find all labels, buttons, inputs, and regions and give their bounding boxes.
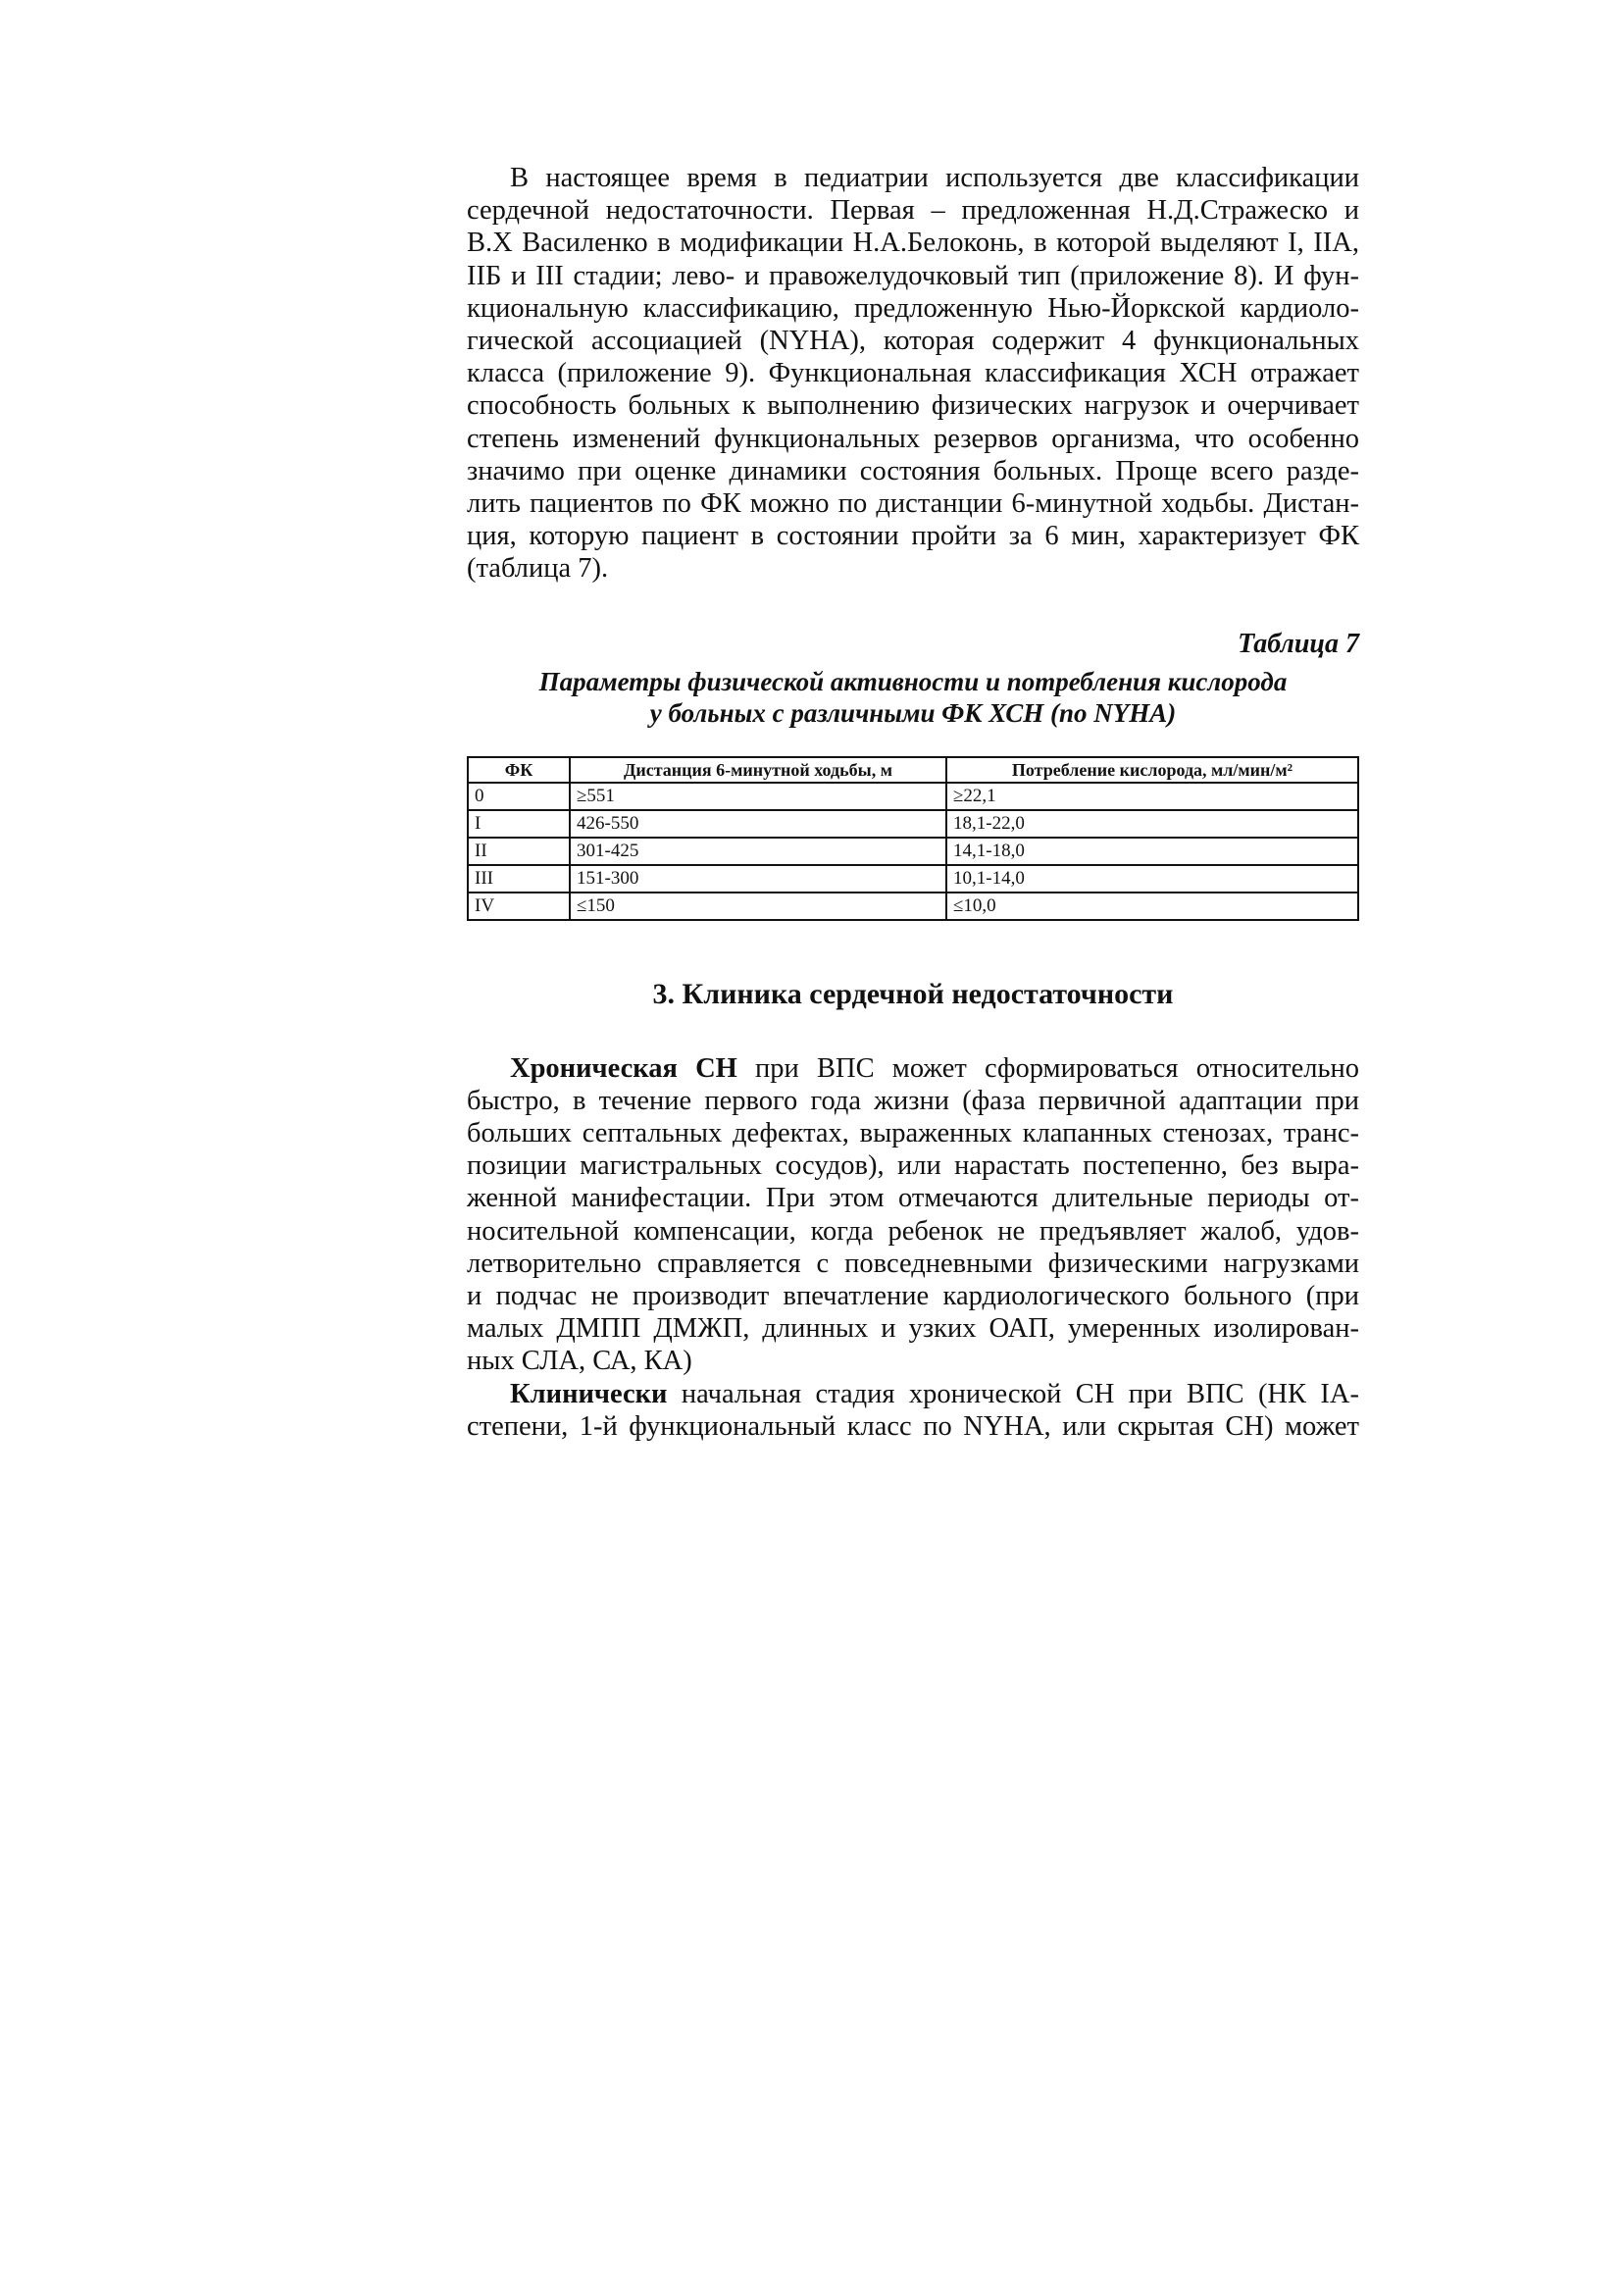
clinic-paragraph-2 (467, 1378, 1359, 1443)
clinic-paragraph-1 (467, 1052, 1359, 1378)
clinic-line: степени, 1-й функциональный класс по NYHA, или скрытая СН) может (467, 1410, 1359, 1442)
cell-fc: IV (468, 893, 570, 920)
table-caption: Таблица 7 (1238, 628, 1359, 659)
intro-line: степень изменений функциональных резервов организма, что особенно (467, 423, 1359, 454)
parameters-table (467, 756, 1359, 921)
table-row (468, 865, 1358, 893)
table-title (467, 666, 1359, 729)
intro-line: класса (приложение 9). Функциональная классификация ХСН отражает (467, 358, 1359, 389)
intro-line: гической ассоциацией (NYHA), которая содержит 4 функциональных (467, 326, 1359, 357)
term-clinically: Клинически (510, 1378, 668, 1409)
intro-line: В настоящее время в педиатрии используется две классификации (510, 163, 1359, 193)
clinic-line: и подчас не производит впечатление кардиологического больного (при (467, 1281, 1359, 1312)
cell-distance: 151-300 (570, 865, 946, 893)
clinic-line: больших септальных дефектах, выраженных клапанных стенозах, транс- (467, 1118, 1359, 1149)
table-row (468, 810, 1358, 838)
clinic-line (467, 1378, 1359, 1410)
table-title-line: у больных с различными ФК ХСН (по NYHA) (649, 697, 1177, 728)
intro-line: значимо при оценке динамики состояния больных. Проще всего разде- (467, 455, 1359, 486)
cell-oxygen: ≤10,0 (946, 893, 1358, 920)
intro-line: (таблица 7). (467, 553, 609, 585)
table-title-line: Параметры физической активности и потребления кислорода (538, 666, 1288, 696)
clinic-line: быстро, в течение первого года жизни (фаза первичной адаптации при (467, 1085, 1359, 1116)
term-chronic-hf: Хроническая СН (510, 1052, 737, 1084)
cell-oxygen: 10,1-14,0 (946, 865, 1358, 893)
clinic-line: ных СЛА, СА, КА) (467, 1346, 692, 1377)
intro-line: лить пациентов по ФК можно по дистанции 6-минутной ходьбы. Дистан- (467, 488, 1359, 520)
cell-distance: ≥551 (570, 783, 946, 810)
cell-fc: I (468, 810, 570, 838)
table-row (468, 783, 1358, 810)
header-fc: ФК (468, 757, 570, 783)
intro-line: кциональную классификацию, предложенную Нью-Йоркской кардиоло- (467, 292, 1359, 324)
cell-distance: ≤150 (570, 893, 946, 920)
cell-oxygen: 18,1-22,0 (946, 810, 1358, 838)
header-distance: Дистанция 6-минутной ходьбы, м (570, 757, 946, 783)
clinic-line: позиции магистральных сосудов), или нарастать постепенно, без выра- (467, 1150, 1359, 1182)
table-row (468, 893, 1358, 920)
clinic-line: женной манифестации. При этом отмечаются длительные периоды от- (467, 1183, 1359, 1214)
cell-fc: 0 (468, 783, 570, 810)
table-row (468, 838, 1358, 865)
cell-distance: 301-425 (570, 838, 946, 865)
cell-distance: 426-550 (570, 810, 946, 838)
clinic-line: летворительно справляется с повседневными физическими нагрузками (467, 1248, 1359, 1279)
intro-line: В.Х Василенко в модификации Н.А.Белоконь, в которой выделяют I, IIА, (467, 228, 1359, 259)
cell-oxygen: ≥22,1 (946, 783, 1358, 810)
header-oxygen: Потребление кислорода, мл/мин/м² (946, 757, 1358, 783)
clinic-line-rest: начальная стадия хронической СН при ВПС (НК IА- (667, 1378, 1359, 1409)
clinic-line (467, 1052, 1359, 1085)
clinic-line: носительной компенсации, когда ребенок не предъявляет жалоб, удов- (467, 1215, 1359, 1247)
cell-fc: II (468, 838, 570, 865)
clinic-line: малых ДМПП ДМЖП, длинных и узких ОАП, умеренных изолирован- (467, 1313, 1359, 1345)
intro-line: ция, которую пациент в состоянии пройти за 6 мин, характеризует ФК (467, 521, 1359, 552)
section-heading: 3. Клиника сердечной недостаточности (652, 977, 1174, 1010)
intro-line: сердечной недостаточности. Первая – предложенная Н.Д.Стражеско и (467, 195, 1359, 227)
page-content (467, 162, 1359, 1443)
intro-line: способность больных к выполнению физических нагрузок и очерчивает (467, 390, 1359, 422)
clinic-line-rest: при ВПС может сформироваться относительно (736, 1052, 1359, 1084)
intro-line: IIБ и III стадии; лево- и правожелудочковый тип (приложение 8). И фун- (467, 260, 1359, 291)
cell-fc: III (468, 865, 570, 893)
cell-oxygen: 14,1-18,0 (946, 838, 1358, 865)
table-header-row (468, 757, 1358, 783)
intro-paragraph (467, 162, 1359, 586)
